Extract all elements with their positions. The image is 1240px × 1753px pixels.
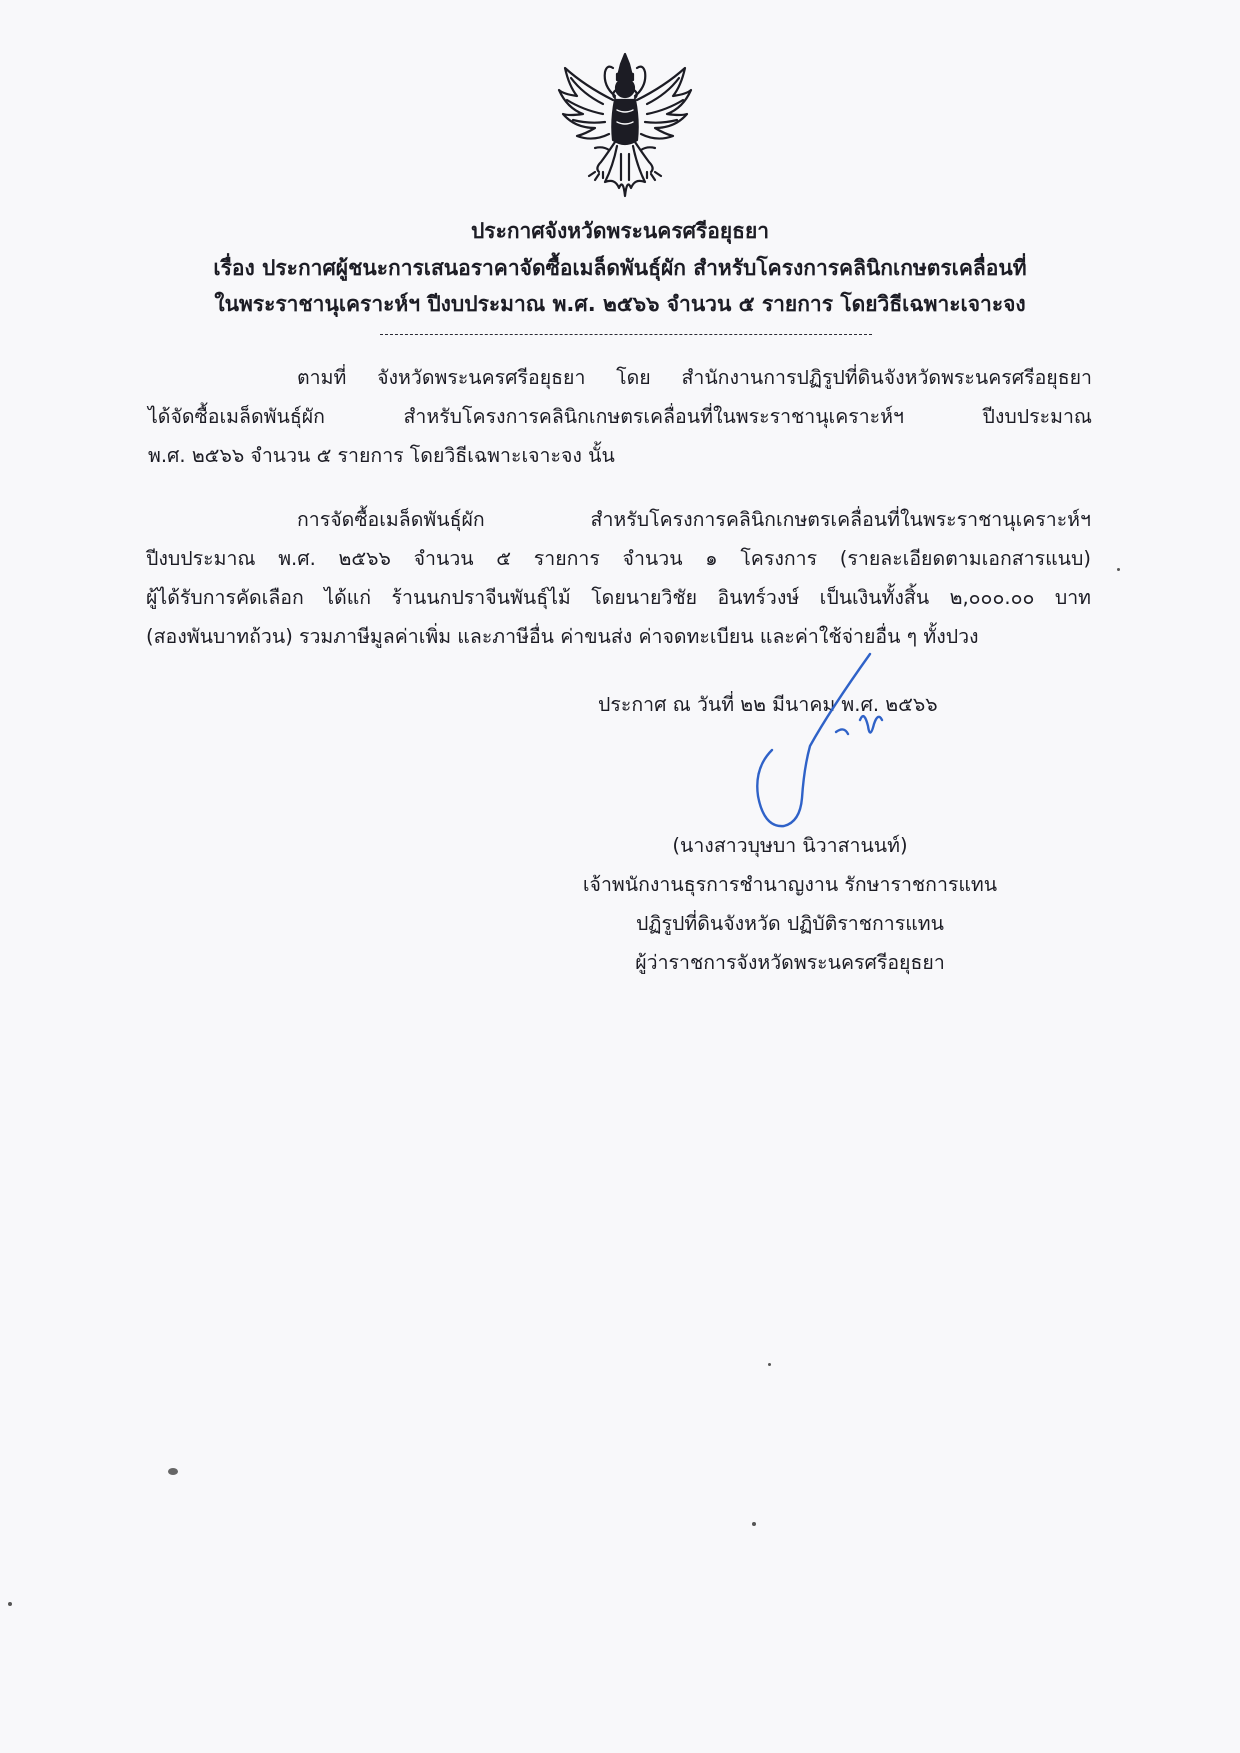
handwritten-signature xyxy=(740,650,980,840)
paragraph-1-line-2: ได้จัดซื้อเมล็ดพันธุ์ผัก สำหรับโครงการคลินิกเกษตรเคลื่อนที่ในพระราชานุเคราะห์ฯ ปีงบประมาณ xyxy=(148,405,1092,428)
signatory-position-2: ปฏิรูปที่ดินจังหวัด ปฏิบัติราชการแทน xyxy=(636,912,944,935)
scan-speck xyxy=(8,1602,12,1606)
paragraph-2-line-4: (สองพันบาทถ้วน) รวมภาษีมูลค่าเพิ่ม และภาษีอื่น ค่าขนส่ง ค่าจดทะเบียน และค่าใช้จ่ายอื่น ๆ ทั้งปวง xyxy=(146,625,979,648)
header-divider xyxy=(380,334,872,335)
paragraph-2-line-3: ผู้ได้รับการคัดเลือก ได้แก่ ร้านนกปราจีนพันธุ์ไม้ โดยนายวิชัย อินทร์วงษ์ เป็นเงินทั้งสิ้น ๒,๐๐๐.๐๐ บาท xyxy=(146,586,1091,609)
paragraph-1-line-3: พ.ศ. ๒๕๖๖ จำนวน ๕ รายการ โดยวิธีเฉพาะเจาะจง นั้น xyxy=(148,444,615,467)
announcement-date: ประกาศ ณ วันที่ ๒๒ มีนาคม พ.ศ. ๒๕๖๖ xyxy=(598,693,938,716)
paragraph-1-line-1: ตามที่ จังหวัดพระนครศรีอยุธยา โดย สำนักงานการปฏิรูปที่ดินจังหวัดพระนครศรีอยุธยา xyxy=(297,366,1092,389)
paragraph-2-line-2: ปีงบประมาณ พ.ศ. ๒๕๖๖ จำนวน ๕ รายการ จำนวน ๑ โครงการ (รายละเอียดตามเอกสารแนบ) xyxy=(146,547,1091,570)
paragraph-2-line-1: การจัดซื้อเมล็ดพันธุ์ผัก สำหรับโครงการคลินิกเกษตรเคลื่อนที่ในพระราชานุเคราะห์ฯ xyxy=(297,508,1091,531)
scan-speck xyxy=(1117,568,1120,571)
signatory-position-1: เจ้าพนักงานธุรการชำนาญงาน รักษาราชการแทน xyxy=(582,873,998,896)
scan-speck xyxy=(768,1363,771,1366)
signatory-position-3: ผู้ว่าราชการจังหวัดพระนครศรีอยุธยา xyxy=(635,951,945,974)
scan-speck xyxy=(168,1468,178,1475)
announcement-subject-line-1: เรื่อง ประกาศผู้ชนะการเสนอราคาจัดซื้อเมล็ดพันธุ์ผัก สำหรับโครงการคลินิกเกษตรเคลื่อนที่ xyxy=(213,256,1027,280)
scan-speck xyxy=(752,1522,756,1526)
announcement-title: ประกาศจังหวัดพระนครศรีอยุธยา xyxy=(470,219,770,243)
announcement-subject-line-2: ในพระราชานุเคราะห์ฯ ปีงบประมาณ พ.ศ. ๒๕๖๖ จำนวน ๕ รายการ โดยวิธีเฉพาะเจาะจง xyxy=(214,292,1026,316)
garuda-emblem-icon xyxy=(555,50,695,202)
signatory-name: (นางสาวบุษบา นิวาสานนท์) xyxy=(672,834,908,857)
